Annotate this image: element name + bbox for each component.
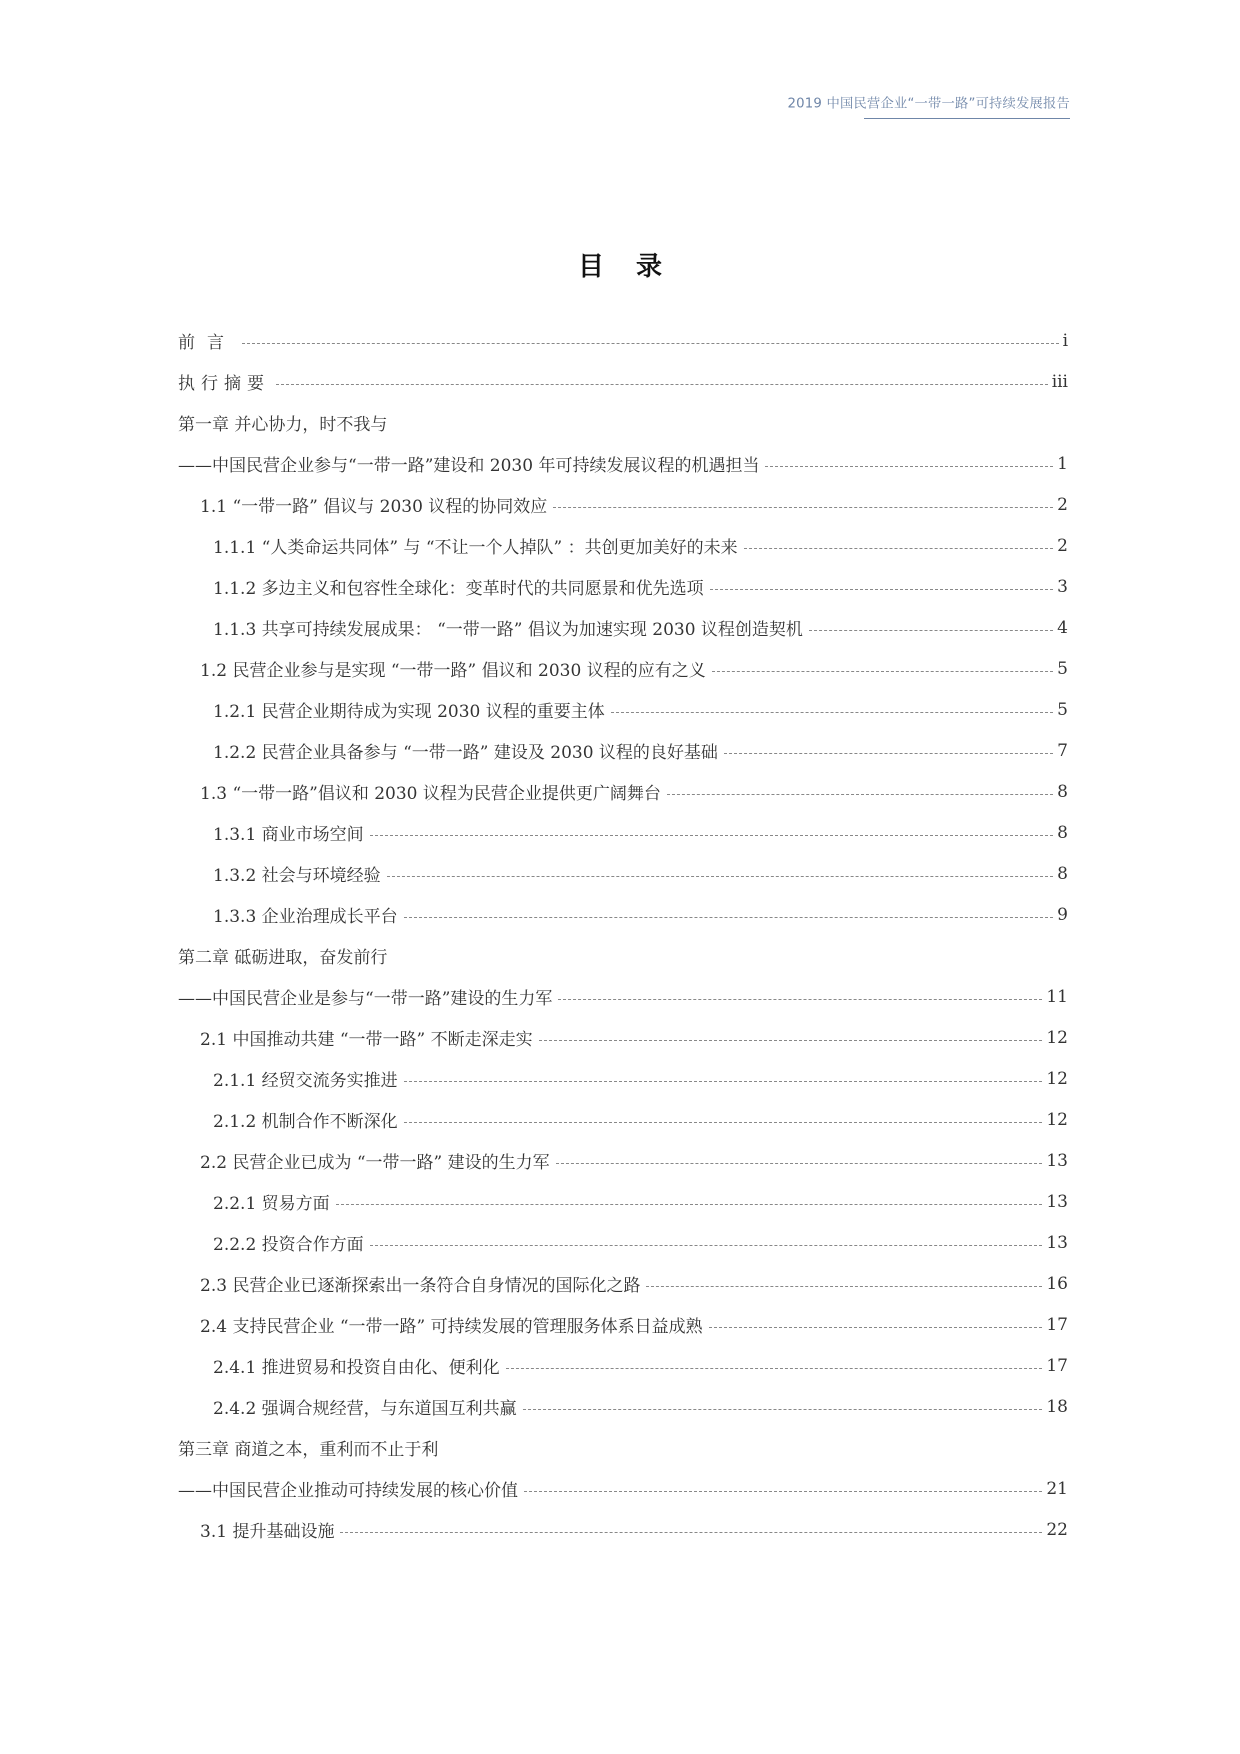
toc-entry-label: 1.3.2 社会与环境经验: [213, 866, 381, 886]
toc-entry[interactable]: [178, 1304, 1068, 1345]
toc-entry-label: ——中国民营企业是参与“一带一路”建设的生力军: [178, 989, 553, 1009]
toc-leader-dots: [809, 629, 1053, 631]
toc-entry-label: 2.4.1 推进贸易和投资自由化、便利化: [213, 1358, 500, 1378]
toc-entry-label: 1.1.1 “人类命运共同体” 与 “不让一个人掉队” ：共创更加美好的未来: [213, 538, 738, 558]
toc-entry-page: 8: [1057, 863, 1068, 884]
toc-entry-label: 第二章 砥砺进取，奋发前行: [178, 948, 388, 968]
toc-entry-label: 1.1.2 多边主义和包容性全球化：变革时代的共同愿景和优先选项: [213, 579, 704, 599]
toc-entry-label: 2.1 中国推动共建 “一带一路” 不断走深走实: [200, 1030, 533, 1050]
toc-entry[interactable]: [178, 812, 1068, 853]
toc-entry-label: 1.1 “一带一路” 倡议与 2030 议程的协同效应: [200, 497, 548, 517]
toc-entry: [178, 1427, 1068, 1468]
toc-entry[interactable]: [178, 1058, 1068, 1099]
toc-leader-dots: [724, 752, 1053, 754]
header-rule: [864, 118, 1070, 119]
running-header: [770, 92, 1070, 119]
toc-leader-dots: [710, 588, 1054, 590]
toc-heading: 目录: [577, 252, 694, 282]
toc-leader-dots: [404, 1080, 1043, 1082]
toc-entry[interactable]: [178, 689, 1068, 730]
toc-entry-page: 5: [1057, 699, 1068, 720]
toc-entry-label: 1.2 民营企业参与是实现 “一带一路” 倡议和 2030 议程的应有之义: [200, 661, 706, 681]
toc-entry-label: 执行摘要: [178, 374, 270, 394]
toc-entry-page: 2: [1057, 535, 1068, 556]
toc-entry-page: 11: [1046, 986, 1068, 1007]
toc-entry-page: 1: [1057, 453, 1068, 474]
toc-entry-label: 2.3 民营企业已逐渐探索出一条符合自身情况的国际化之路: [200, 1276, 641, 1296]
toc-entry-label: 2.1.1 经贸交流务实推进: [213, 1071, 398, 1091]
toc-leader-dots: [646, 1285, 1042, 1287]
toc-entry[interactable]: [178, 894, 1068, 935]
toc-entry[interactable]: [178, 1345, 1068, 1386]
toc-leader-dots: [506, 1367, 1043, 1369]
toc-entry-label: 1.3.3 企业治理成长平台: [213, 907, 398, 927]
toc-entry-label: ——中国民营企业推动可持续发展的核心价值: [178, 1481, 518, 1501]
toc-entry[interactable]: [178, 853, 1068, 894]
toc-leader-dots: [539, 1039, 1043, 1041]
toc-entry-page: 8: [1057, 822, 1068, 843]
toc-entry-label: 第一章 并心协力，时不我与: [178, 415, 388, 435]
toc-leader-dots: [709, 1326, 1043, 1328]
toc-leader-dots: [340, 1531, 1042, 1533]
toc-entry-label: 1.2.2 民营企业具备参与 “一带一路” 建设及 2030 议程的良好基础: [213, 743, 718, 763]
toc-entry-label: 第三章 商道之本，重利而不止于利: [178, 1440, 439, 1460]
toc-leader-dots: [556, 1162, 1043, 1164]
report-title-header: 2019 中国民营企业“一带一路”可持续发展报告: [787, 96, 1070, 112]
toc-entry[interactable]: [178, 1386, 1068, 1427]
toc-entry-label: 前言: [178, 333, 236, 353]
toc-entry-page: 12: [1046, 1027, 1068, 1048]
toc-entry-label: 3.1 提升基础设施: [200, 1522, 335, 1542]
toc-entry[interactable]: [178, 771, 1068, 812]
toc-entry[interactable]: [178, 484, 1068, 525]
toc-entry-page: 13: [1046, 1150, 1068, 1171]
toc-leader-dots: [558, 998, 1042, 1000]
toc-entry[interactable]: [178, 607, 1068, 648]
toc-leader-dots: [336, 1203, 1043, 1205]
toc-leader-dots: [765, 465, 1053, 467]
toc-entry[interactable]: [178, 525, 1068, 566]
toc-leader-dots: [667, 793, 1053, 795]
toc-entry[interactable]: [178, 648, 1068, 689]
toc-entry-page: 21: [1046, 1478, 1068, 1499]
toc-leader-dots: [276, 383, 1048, 385]
toc-entry-label: ——中国民营企业参与“一带一路”建设和 2030 年可持续发展议程的机遇担当: [178, 456, 760, 476]
toc-entry-page: 13: [1046, 1232, 1068, 1253]
toc-entry-page: 7: [1057, 740, 1068, 761]
toc-leader-dots: [404, 1121, 1043, 1123]
toc-leader-dots: [611, 711, 1053, 713]
toc-leader-dots: [553, 506, 1053, 508]
toc-leader-dots: [744, 547, 1054, 549]
toc-entry-page: 16: [1046, 1273, 1068, 1294]
toc-entry-page: 22: [1046, 1519, 1068, 1540]
toc-entry[interactable]: [178, 1509, 1068, 1550]
toc-entry-page: 2: [1057, 494, 1068, 515]
toc-entry-page: 5: [1057, 658, 1068, 679]
toc-entry: [178, 402, 1068, 443]
toc-leader-dots: [523, 1408, 1043, 1410]
toc-entry-page: 3: [1057, 576, 1068, 597]
toc-entry-label: 2.2 民营企业已成为 “一带一路” 建设的生力军: [200, 1153, 550, 1173]
toc-entry-label: 2.4 支持民营企业 “一带一路” 可持续发展的管理服务体系日益成熟: [200, 1317, 703, 1337]
toc-leader-dots: [242, 342, 1059, 344]
toc-entry-label: 2.2.2 投资合作方面: [213, 1235, 364, 1255]
toc-entry[interactable]: [178, 320, 1068, 361]
toc-leader-dots: [404, 916, 1054, 918]
toc-entry: [178, 935, 1068, 976]
toc-leader-dots: [370, 1244, 1043, 1246]
toc-entry-page: 9: [1057, 904, 1068, 925]
toc-entry-page: 4: [1057, 617, 1068, 638]
toc-entry[interactable]: [178, 1140, 1068, 1181]
toc-entry-page: 18: [1046, 1396, 1068, 1417]
toc-entry-page: 17: [1046, 1355, 1068, 1376]
toc-leader-dots: [712, 670, 1053, 672]
toc-entry[interactable]: [178, 1263, 1068, 1304]
toc-entry-page: 13: [1046, 1191, 1068, 1212]
toc-entry-label: 2.4.2 强调合规经营，与东道国互利共赢: [213, 1399, 517, 1419]
toc-entry[interactable]: [178, 1099, 1068, 1140]
toc-entry-page: 12: [1046, 1109, 1068, 1130]
toc-entry[interactable]: [178, 443, 1068, 484]
toc-entry-page: 17: [1046, 1314, 1068, 1335]
table-of-contents: [178, 320, 1068, 1550]
toc-entry[interactable]: [178, 1468, 1068, 1509]
toc-entry[interactable]: [178, 730, 1068, 771]
toc-leader-dots: [387, 875, 1054, 877]
toc-leader-dots: [370, 834, 1054, 836]
toc-leader-dots: [524, 1490, 1042, 1492]
toc-entry[interactable]: [178, 1017, 1068, 1058]
toc-entry-label: 1.2.1 民营企业期待成为实现 2030 议程的重要主体: [213, 702, 605, 722]
toc-entry-label: 1.3.1 商业市场空间: [213, 825, 364, 845]
toc-entry[interactable]: [178, 361, 1068, 402]
toc-entry-page: 8: [1057, 781, 1068, 802]
toc-entry-page: i: [1062, 330, 1068, 351]
toc-entry-label: 2.2.1 贸易方面: [213, 1194, 330, 1214]
toc-entry-page: 12: [1046, 1068, 1068, 1089]
toc-entry-label: 1.3 “一带一路”倡议和 2030 议程为民营企业提供更广阔舞台: [200, 784, 661, 804]
toc-entry-page: iii: [1051, 371, 1068, 392]
toc-entry[interactable]: [178, 1181, 1068, 1222]
toc-entry[interactable]: [178, 1222, 1068, 1263]
toc-entry-label: 2.1.2 机制合作不断深化: [213, 1112, 398, 1132]
toc-entry[interactable]: [178, 566, 1068, 607]
toc-entry-label: 1.1.3 共享可持续发展成果： “一带一路” 倡议为加速实现 2030 议程创造契机: [213, 620, 803, 640]
toc-entry[interactable]: [178, 976, 1068, 1017]
